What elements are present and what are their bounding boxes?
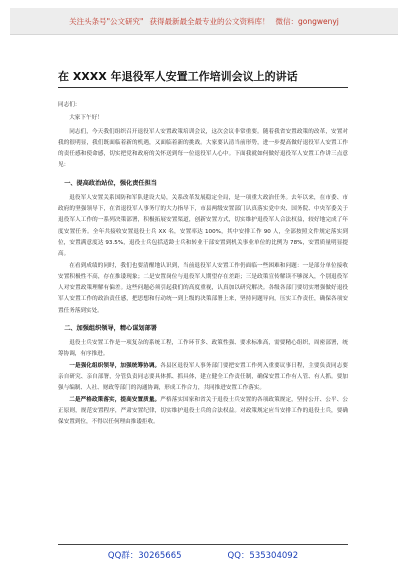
section-1-paragraph-1: 退役军人安置关系国防和军队建设大局，关系改革发展稳定全局，是一项重大政治任务。去年以来，在市委、市政府的坚强领导下，在省退役军人事务厅的大力指导下，市县两级安置部门认真落实党中央、国务院、中央军委关于退役军人工作的一系列决策部署，积极拓展安置渠道，创新安置方式，切实维护退役军人合法权益，较好地完成了年度安置任务。全年共接收安置退役士兵 XX 名，安置率达 100%，其中安排工作 90 人，全部按照文件规定落实到位，安置满意度达 93.5%，退役士兵包括适龄士兵和转业干部安置到机关事业单位的比例为 78%，安置质量明显提高。	[58, 194, 348, 258]
section-2-lead-1: 一是强化组织领导，加强统筹协调。	[69, 362, 161, 369]
section-2-paragraph-1: 退役士兵安置工作是一项复杂的系统工程，工作环节多、政策性强、要求标准高，需要精心组织，周密部署，统筹协调，有序推进。	[58, 340, 348, 358]
section-2-text-1: 各县区退役军人事务部门要把安置工作列入重要议事日程，主要负责同志要亲自研究、亲自部署，分管负责同志要具体抓、抓具体，建立健全工作责任制，确保安置工作有人管、有人抓。要加强与编制、人社、财政等部门的沟通协调，形成工作合力，共同推进安置工作落实。	[58, 362, 348, 392]
section-2-text-2: 严格落实国家和省关于退役士兵安置的各项政策规定，坚持公开、公平、公正原则，规范安置程序，严肃安置纪律，切实维护退役士兵的合法权益。对政策规定应当安排工作的退役士兵，要确保安置到位，不得以任何理由推诿拒收。	[58, 396, 348, 426]
section-2-lead-2: 二是严格政策落实，提高安置质量。	[69, 396, 161, 403]
intro-paragraph: 同志们，今天我们组织召开退役军人安置政策培训会议，这次会议非常重要。随着我省安置政策的改革，安置对我的很明显，我们既面临着新的机遇，又面临着新的挑战。大家要认清当前形势，进一步提高做好退役军人安置工作的责任感和使命感，切实把党和政府的关怀送到每一位退役军人心中。下面我就如何做好退役军人安置工作讲三点意见：	[58, 128, 348, 169]
salutation: 同志们：	[58, 102, 81, 108]
section-2-paragraph-2	[58, 361, 348, 395]
qq-number: QQ：535304092	[227, 551, 299, 561]
banner-wechat-text: 微信：gongwenyj	[275, 16, 339, 26]
document-title: 在 XXXX 年退役军人安置工作培训会议上的讲话	[58, 70, 298, 83]
header-banner	[10, 8, 398, 35]
section-1-paragraph-2: 在看到成绩的同时，我们也要清醒地认识到，当前退役军人安置工作仍面临一些困难和问题：一是部分单位接收安置积极性不高，存在推诿现象；二是安置岗位与退役军人期望存在差距；三是政策宣传解读不够深入，个别退役军人对安置政策理解有偏差。这些问题必须引起我们的高度重视，认真加以研究解决。各级各部门要切实增强做好退役军人安置工作的政治责任感，把思想和行动统一到上级的决策部署上来，坚持问题导向，压实工作责任，确保各项安置任务落到实处。	[58, 262, 348, 314]
section-2-heading: 二、加强组织领导，精心谋划部署	[64, 325, 157, 333]
section-2-paragraph-3	[58, 395, 348, 429]
section-1-heading: 一、提高政治站位，强化责任担当	[64, 179, 157, 187]
document-body	[58, 100, 348, 428]
title-divider	[58, 87, 348, 88]
greeting: 大家下午好！	[69, 115, 103, 122]
banner-library-text: 获得最新最全最专业的公文资料库！	[149, 16, 270, 26]
footer-contacts	[58, 549, 348, 561]
footer-divider	[58, 544, 348, 545]
qq-group-number: QQ群：30265665	[107, 551, 182, 561]
banner-follow-text: 关注头条号"公文研究"	[69, 16, 144, 26]
